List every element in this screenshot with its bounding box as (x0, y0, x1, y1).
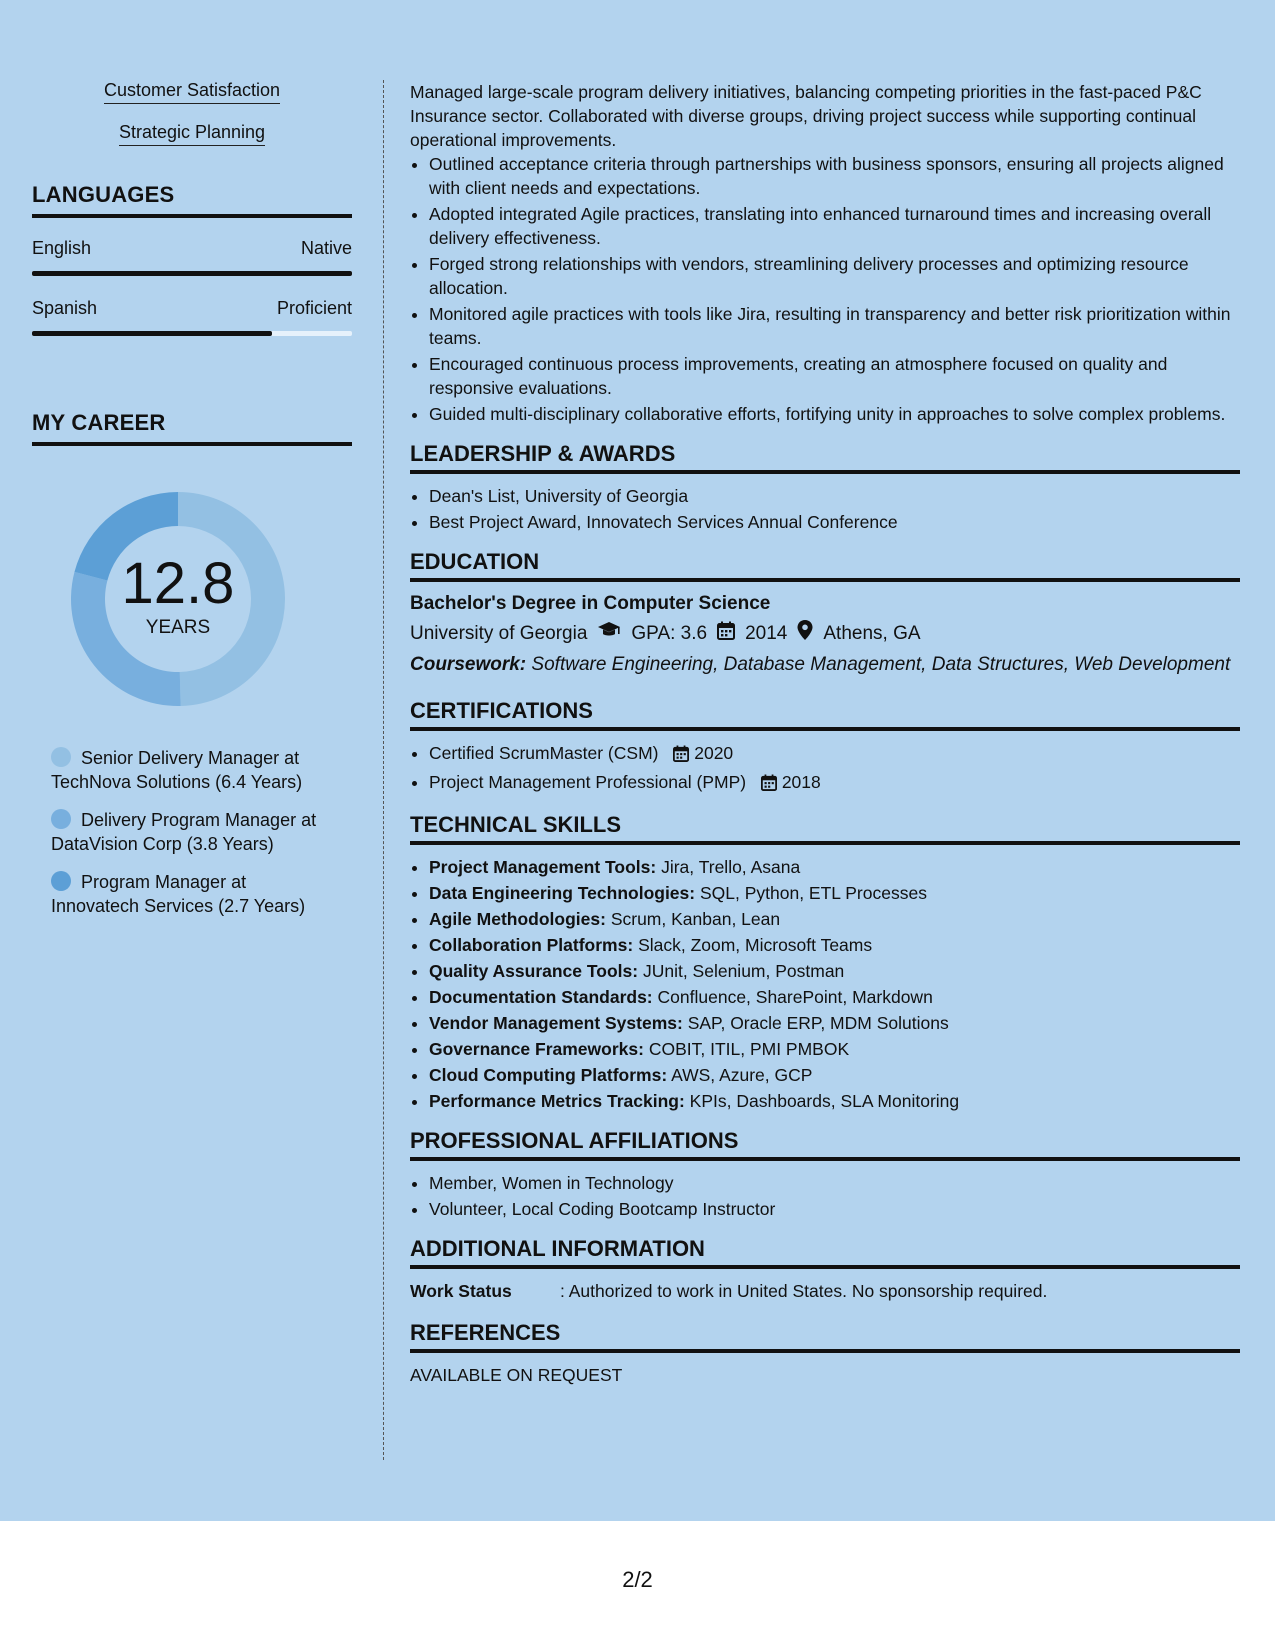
education-meta (410, 620, 1240, 647)
education-coursework (410, 653, 1240, 677)
skill-value: Jira, Trello, Asana (661, 857, 801, 877)
list-item (429, 741, 1240, 768)
affiliations-list (410, 1171, 1240, 1221)
list-item (429, 1037, 1240, 1061)
career-legend-item (51, 746, 331, 794)
skill-label: Governance Frameworks: (429, 1039, 644, 1059)
graduation-cap-icon (597, 621, 621, 646)
cert-name: Project Management Professional (PMP) (429, 772, 747, 792)
coursework-text: Software Engineering, Database Management, Data Structures, Web Development (531, 654, 1231, 675)
language-english (32, 238, 352, 276)
career-legend-item (51, 808, 331, 856)
list-item (429, 1011, 1240, 1035)
career-donut-chart (63, 484, 293, 714)
list-item (429, 1089, 1240, 1113)
skill-label: Project Management Tools: (429, 857, 657, 877)
list-item: • Volunteer, Local Coding Bootcamp Instructor (429, 1197, 1240, 1221)
skill-value: SAP, Oracle ERP, MDM Solutions (687, 1013, 949, 1033)
legend-label: Delivery Program Manager at DataVision Corp (3.8 Years) (51, 810, 317, 854)
language-proficiency-bar (32, 331, 352, 336)
list-item: • Member, Women in Technology (429, 1171, 1240, 1195)
list-item: • Monitored agile practices with tools like Jira, resulting in transparency and better risk prioritization within teams. (429, 302, 1240, 350)
main-content (410, 80, 1240, 1387)
list-item (429, 985, 1240, 1009)
calendar-icon (717, 621, 735, 647)
work-status-label: Work Status (410, 1281, 512, 1301)
skill-strategic-planning: Strategic Planning (119, 122, 265, 146)
leadership-heading: LEADERSHIP & AWARDS (410, 442, 1240, 474)
skill-value: COBIT, ITIL, PMI PMBOK (648, 1039, 850, 1059)
list-item: • Outlined acceptance criteria through partnerships with business sponsors, ensuring all projects aligned with client needs and expectations. (429, 152, 1240, 200)
legend-label: Senior Delivery Manager at TechNova Solutions (6.4 Years) (51, 748, 303, 792)
skill-label: Collaboration Platforms: (429, 935, 634, 955)
map-pin-icon (797, 620, 813, 647)
cert-year: 2020 (694, 743, 734, 763)
list-item (429, 881, 1240, 905)
sidebar (32, 80, 352, 932)
leadership-list (410, 484, 1240, 534)
list-item: • Guided multi-disciplinary collaborative efforts, fortifying unity in approaches to solve complex problems. (429, 402, 1240, 426)
languages-heading: LANGUAGES (32, 182, 352, 218)
references-text: AVAILABLE ON REQUEST (410, 1365, 623, 1385)
list-item (429, 855, 1240, 879)
list-item (429, 1063, 1240, 1087)
list-item: • Best Project Award, Innovatech Services Annual Conference (429, 510, 1240, 534)
certifications-list (410, 741, 1240, 797)
language-name: Spanish (32, 298, 98, 318)
language-level: Proficient (276, 298, 352, 318)
list-item (429, 933, 1240, 957)
legend-dot (51, 871, 71, 891)
calendar-icon (673, 744, 689, 768)
experience-bullets (410, 152, 1240, 426)
education-heading: EDUCATION (410, 550, 1240, 582)
education-degree: Bachelor's Degree in Computer Science (410, 593, 771, 614)
language-proficiency-fill (32, 271, 352, 276)
language-name: English (32, 238, 92, 258)
skill-label: Quality Assurance Tools: (429, 961, 639, 981)
list-item: • Forged strong relationships with vendors, streamlining delivery processes and optimizing resource allocation. (429, 252, 1240, 300)
certifications-heading: CERTIFICATIONS (410, 699, 1240, 731)
technical-skills-heading: TECHNICAL SKILLS (410, 813, 1240, 845)
affiliations-heading: PROFESSIONAL AFFILIATIONS (410, 1129, 1240, 1161)
list-item (429, 959, 1240, 983)
coursework-label: Coursework: (410, 654, 527, 675)
education-location: Athens, GA (823, 622, 921, 644)
list-item: • Encouraged continuous process improvements, creating an atmosphere focused on quality and responsive evaluations. (429, 352, 1240, 400)
list-item (429, 770, 1240, 797)
skill-value: JUnit, Selenium, Postman (642, 961, 845, 981)
references-heading: REFERENCES (410, 1321, 1240, 1353)
language-proficiency-fill (32, 331, 272, 336)
list-item (429, 907, 1240, 931)
column-divider (383, 80, 384, 1460)
skill-label: Data Engineering Technologies: (429, 883, 696, 903)
legend-dot (51, 747, 71, 767)
cert-name: Certified ScrumMaster (CSM) (429, 743, 659, 763)
list-item: • Adopted integrated Agile practices, translating into enhanced turnaround times and increasing overall delivery effectiveness. (429, 202, 1240, 250)
skill-customer-satisfaction: Customer Satisfaction (104, 80, 280, 104)
education-year: 2014 (745, 622, 788, 644)
skill-label: Cloud Computing Platforms: (429, 1065, 668, 1085)
skill-label: Agile Methodologies: (429, 909, 606, 929)
language-level: Native (300, 238, 352, 258)
work-status (410, 1279, 1240, 1303)
language-spanish (32, 298, 352, 336)
skill-label: Documentation Standards: (429, 987, 653, 1007)
language-proficiency-bar (32, 271, 352, 276)
technical-skills-list (410, 855, 1240, 1113)
list-item: • Dean's List, University of Georgia (429, 484, 1240, 508)
career-legend-item (51, 870, 331, 918)
experience-summary: Managed large-scale program delivery initiatives, balancing competing priorities in the fast-paced P&C Insurance sector. Collaborated with diverse groups, driving project success while supporting continual operational improvements. (410, 82, 1202, 150)
skill-value: Slack, Zoom, Microsoft Teams (638, 935, 873, 955)
cert-year: 2018 (781, 772, 821, 792)
education-school: University of Georgia (410, 622, 588, 644)
legend-dot (51, 809, 71, 829)
page-number: 2/2 (622, 1567, 653, 1592)
legend-label: Program Manager at Innovatech Services (2.7 Years) (51, 872, 306, 916)
additional-info-heading: ADDITIONAL INFORMATION (410, 1237, 1240, 1269)
education-gpa: GPA: 3.6 (631, 622, 708, 644)
skill-value: AWS, Azure, GCP (671, 1065, 813, 1085)
skill-value: KPIs, Dashboards, SLA Monitoring (689, 1091, 960, 1111)
skill-value: Scrum, Kanban, Lean (610, 909, 781, 929)
work-status-value: : Authorized to work in United States. No sponsorship required. (560, 1281, 1048, 1301)
skill-value: Confluence, SharePoint, Markdown (657, 987, 933, 1007)
career-heading: MY CAREER (32, 410, 352, 446)
career-legend (51, 746, 352, 918)
skill-label: Vendor Management Systems: (429, 1013, 683, 1033)
calendar-icon (761, 773, 777, 797)
skill-label: Performance Metrics Tracking: (429, 1091, 685, 1111)
career-total-unit: YEARS (145, 617, 211, 638)
career-total-years: 12.8 (121, 551, 235, 616)
skill-value: SQL, Python, ETL Processes (699, 883, 927, 903)
